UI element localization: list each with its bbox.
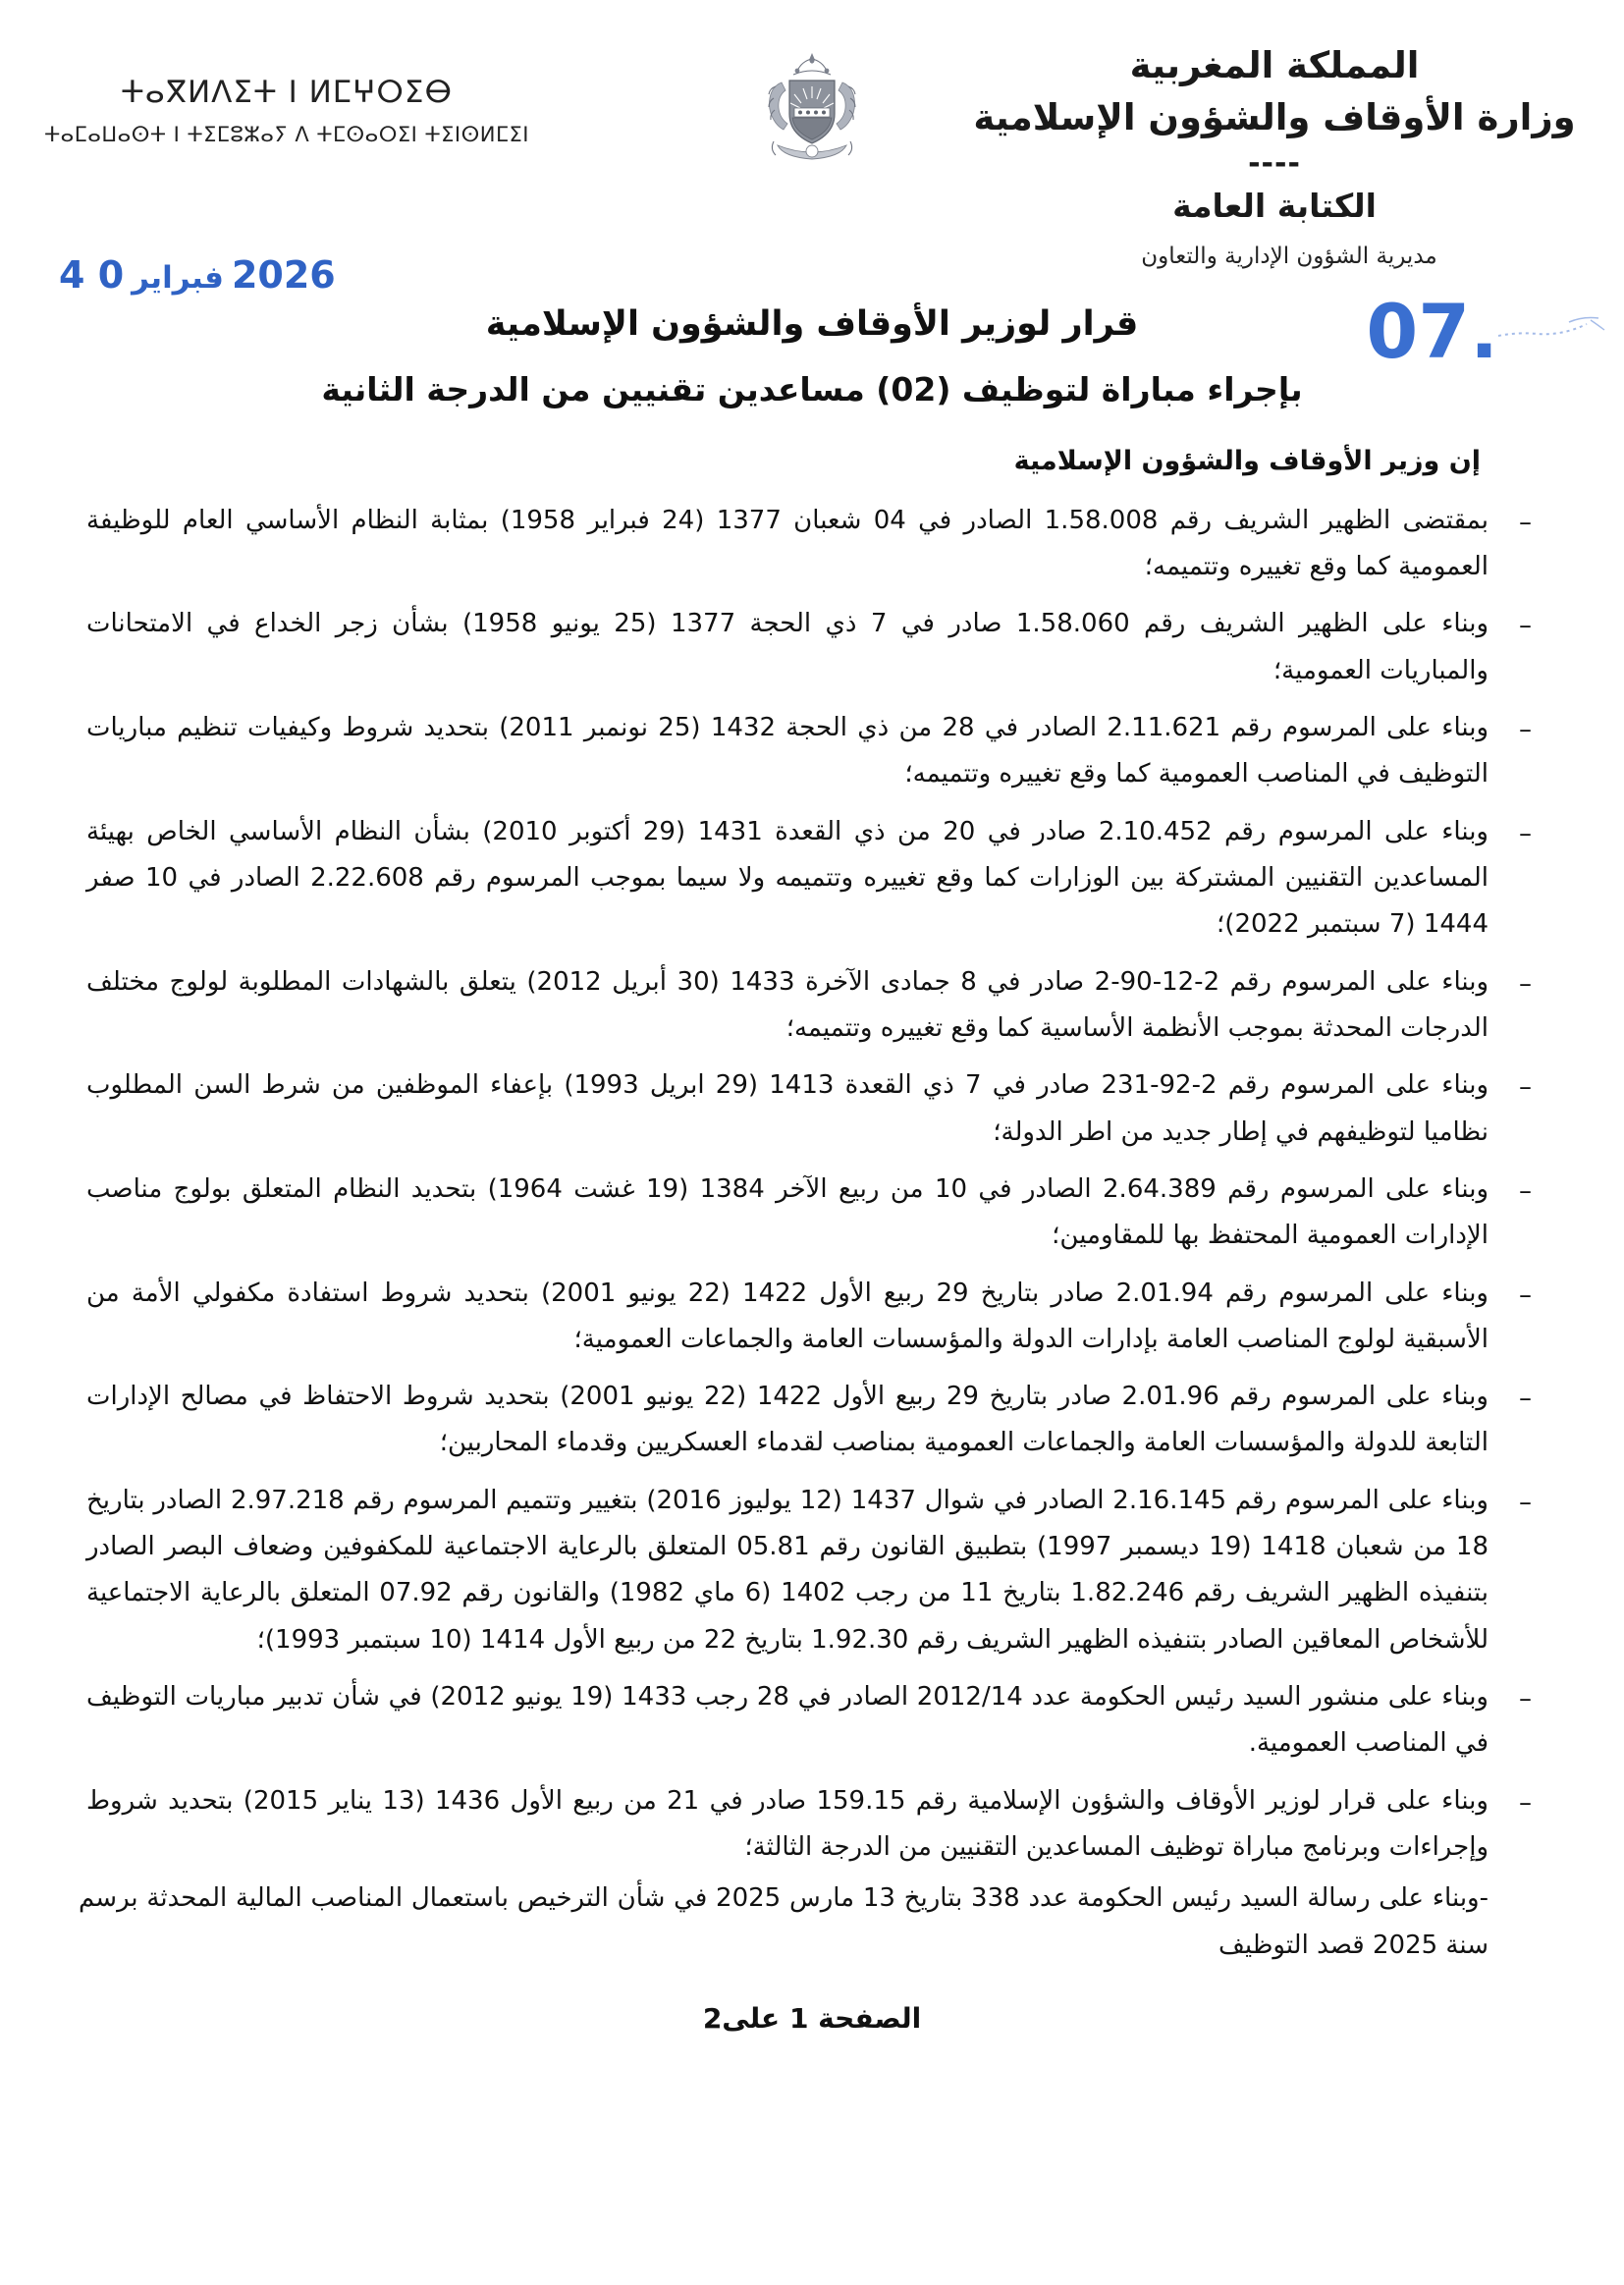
clause-dash: –: [1519, 1487, 1532, 1517]
clause-dash: –: [1519, 715, 1532, 745]
ministry-header-block: [970, 41, 1579, 272]
directorate-label: مديرية الشؤون الإدارية والتعاون: [1141, 243, 1437, 269]
clause-item: [79, 1271, 1559, 1364]
clause-item: [79, 1374, 1559, 1467]
intro-line: إن وزير الأوقاف والشؤون الإسلامية: [1013, 445, 1481, 476]
clause-text: بمقتضى الظهير الشريف رقم 1.58.008 الصادر في 04 شعبان 1377 (24 فبراير 1958) بمثابة النظام الأساسي العام للوظيفة العمومية كما وقع تغييره وتتميمه؛: [86, 505, 1489, 582]
clause-text: وبناء على منشور السيد رئيس الحكومة عدد 2012/14 الصادر في 28 رجب 1433 (19 يونيو 2012) في شأن تدبير مباريات التوظيف في المناصب العمومية.: [86, 1682, 1489, 1759]
coat-of-arms-icon: [738, 47, 886, 170]
clause-text: وبناء على المرسوم رقم 2-92-231 صادر في 7 ذي القعدة 1413 (29 ابريل 1993) بإعفاء الموظفين من شرط السن المطلوب نظاميا لتوظيفهم في إطار جديد من اطر الدولة؛: [86, 1070, 1489, 1147]
document-title: قرار لوزير الأوقاف والشؤون الإسلامية: [485, 304, 1139, 344]
tail-note: -وبناء على رسالة السيد رئيس الحكومة عدد 338 بتاريخ 13 مارس 2025 في شأن الترخيص باستعمال المناصب المالية المحدثة برسم سنة 2025 قصد التوظيف: [79, 1883, 1489, 1960]
clause-text: وبناء على المرسوم رقم 2.64.389 الصادر في 10 من ربيع الآخر 1384 (19 غشت 1964) بتحديد النظام المتعلق بولوج مناصب الإدارات العمومية المحتفظ بها للمقاومين؛: [86, 1173, 1489, 1251]
document-header: [0, 0, 1624, 295]
clause-text: وبناء على قرار لوزير الأوقاف والشؤون الإسلامية رقم 159.15 صادر في 21 من ربيع الأول 1436 (13 يناير 2015) بتحديد شروط وإجراءات وبرنامج مباراة توظيف المساعدين التقنيين من الدرجة الثالثة؛: [86, 1785, 1489, 1862]
document-subtitle: بإجراء مباراة لتوظيف (02) مساعدين تقنيين من الدرجة الثانية: [321, 369, 1303, 408]
clause-text: وبناء على المرسوم رقم 2.10.452 صادر في 20 من ذي القعدة 1431 (29 أكتوبر 2010) بشأن النظام الأساسي الخاص بهيئة المساعدين التقنيين المشتركة بين الوزارات كما وقع تغييره وتتميمه ولا سيما بموجب المرسوم رقم 2.22.608 الصادر في 10 صفر 1444 (7 سبتمبر 2022)؛: [86, 816, 1489, 940]
date-stamp-month: فبراير: [132, 260, 224, 296]
clause-dash: –: [1519, 1684, 1532, 1714]
date-stamp: [59, 253, 336, 297]
page-indicator: الصفحة 1 على2: [702, 2001, 922, 2035]
clause-dash: –: [1519, 1175, 1532, 1206]
header-separator: ----: [1248, 145, 1301, 181]
ministry-label: وزارة الأوقاف والشؤون الإسلامية: [973, 95, 1576, 138]
clause-text: وبناء على المرسوم رقم 2.11.621 الصادر في 28 من ذي الحجة 1432 (25 نونمبر 2011) بتحديد شروط وكيفيات تنظيم مباريات التوظيف في المناصب العمومية كما وقع تغييره وتتميمه؛: [86, 713, 1489, 789]
clause-item: [79, 498, 1559, 591]
kingdom-label: المملكة المغربية: [1129, 44, 1420, 86]
clause-dash: –: [1519, 818, 1532, 848]
clause-item: [79, 601, 1559, 694]
secretariat-label: الكتابة العامة: [1172, 186, 1377, 225]
reference-number-stamp: 07.: [1366, 288, 1498, 375]
clause-text: وبناء على المرسوم رقم 2.16.145 الصادر في شوال 1437 (12 يوليوز 2016) بتغيير وتتميم المرسوم رقم 2.97.218 الصادر بتاريخ 18 من شعبان 1418 (19 ديسمبر 1997) بتطبيق القانون رقم 05.81 المتعلق بالرعاية الاجتماعية للمكفوفين وضعاف البصر الصادر بتنفيذه الظهير الشريف رقم 1.82.246 بتاريخ 11 من رجب 1402 (6 ماي 1982) والقانون رقم 07.92 المتعلق بالرعاية الاجتماعية للأشخاص المعاقين الصادر بتنفيذه الظهير الشريف رقم 1.92.30 بتاريخ 22 من ربيع الأول 1414 (10 سبتمبر 1993)؛: [86, 1485, 1489, 1655]
clause-text: وبناء على الظهير الشريف رقم 1.58.060 صادر في 7 ذي الحجة 1377 (25 يونيو 1958) بشأن زجر الخداع في الامتحانات والمباريات العمومية؛: [86, 609, 1489, 685]
tifinagh-kingdom-label: ⵜⴰⴳⵍⴷⵉⵜ ⵏ ⵍⵎⵖⵔⵉⴱ: [121, 75, 453, 110]
clause-item: [79, 1674, 1559, 1768]
clause-item: [79, 1778, 1559, 1872]
clause-item: [79, 809, 1559, 949]
clause-item: [79, 1062, 1559, 1156]
tifinagh-header-block: [31, 73, 542, 150]
document-body: [0, 440, 1624, 1969]
tifinagh-ministry-label: ⵜⴰⵎⴰⵡⴰⵙⵜ ⵏ ⵜⵉⵎⵓⵣⴰⵢ ⴷ ⵜⵎⵙⴰⵔⵉⵏ ⵜⵉⵏⵙⵍⵎⵉⵏ: [44, 122, 529, 146]
clause-item: [79, 959, 1559, 1053]
clause-dash: –: [1519, 1072, 1532, 1103]
clause-dash: –: [1519, 1279, 1532, 1310]
date-stamp-day: 0 4: [59, 253, 125, 297]
clause-item: [79, 1478, 1559, 1663]
clause-item: [79, 1167, 1559, 1260]
clause-dash: –: [1519, 507, 1532, 537]
clause-list: [79, 498, 1559, 1871]
date-stamp-year: 2026: [231, 253, 336, 297]
handwritten-mark-icon: [1496, 314, 1614, 344]
clause-dash: –: [1519, 1384, 1532, 1414]
clause-item: [79, 705, 1559, 798]
clause-dash: –: [1519, 968, 1532, 999]
clause-dash: –: [1519, 611, 1532, 641]
page-footer: [0, 2002, 1624, 2035]
clause-text: وبناء على المرسوم رقم 2-12-90-2 صادر في 8 جمادى الآخرة 1433 (30 أبريل 2012) يتعلق بالشهادات المطلوبة لولوج مختلف الدرجات المحدثة بموجب الأنظمة الأساسية كما وقع تغييره وتتميمه؛: [86, 966, 1489, 1043]
clause-dash: –: [1519, 1787, 1532, 1818]
clause-text: وبناء على المرسوم رقم 2.01.96 صادر بتاريخ 29 ربيع الأول 1422 (22 يونيو 2001) بتحديد شروط الاحتفاظ في مصالح الإدارات التابعة للدولة والمؤسسات العامة والجماعات العمومية بمناصب لقدماء العسكريين وقدماء المحاربين؛: [86, 1382, 1489, 1458]
clause-text: وبناء على المرسوم رقم 2.01.94 صادر بتاريخ 29 ربيع الأول 1422 (22 يونيو 2001) بتحديد شروط استفادة مكفولي الأمة من الأسبقية لولوج المناصب العامة بإدارات الدولة والمؤسسات العامة والجماعات العمومية؛: [86, 1278, 1489, 1354]
